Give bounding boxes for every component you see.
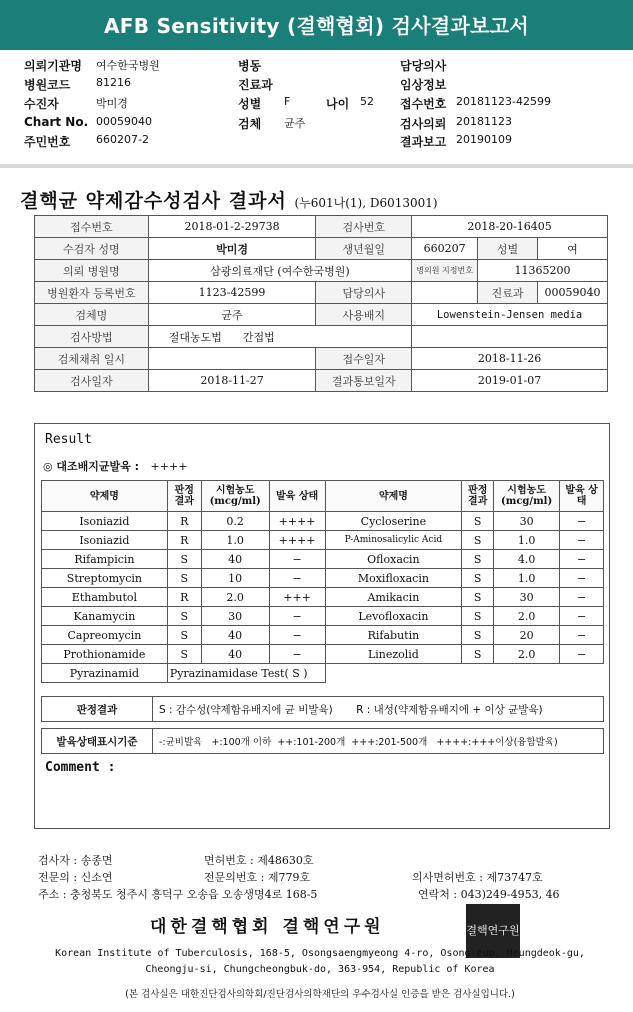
received-value: 2018-11-26	[412, 348, 608, 370]
report-title	[20, 186, 438, 213]
cell-j2: S	[462, 512, 494, 531]
patient-info-table	[34, 215, 608, 392]
license-2: 전문의번호 : 제779호	[204, 871, 311, 884]
cell-j2: S	[462, 569, 494, 588]
table-row	[42, 569, 604, 588]
org-address-en-2: Cheongju-si, Chungcheongbuk-do, 363-954, Republic of Korea	[145, 964, 495, 975]
medium-label: 사용배지	[316, 304, 412, 326]
drug-table	[41, 480, 604, 683]
doctor-value-2	[412, 282, 478, 304]
growth-label: 발육상태표시기준	[42, 729, 153, 754]
cell-j1: S	[167, 645, 201, 664]
cell-c2: 4.0	[494, 550, 560, 569]
result-section	[34, 423, 610, 829]
cell-d2: Rifabutin	[325, 626, 462, 645]
cell-g1: +++	[269, 588, 325, 607]
cell-c1: 40	[201, 550, 269, 569]
hosp-code-label: 병의원 지정번호	[412, 260, 478, 282]
address: 주소 : 충청북도 청주시 흥덕구 오송읍 오송생명4로 168-5	[38, 888, 318, 901]
cell-j2: S	[462, 531, 494, 550]
col-drug-1: 약제명	[42, 481, 168, 512]
cell-g2: −	[560, 626, 604, 645]
table-row	[42, 588, 604, 607]
cell-g2: −	[560, 512, 604, 531]
reg-label: 병원환자 등록번호	[35, 282, 149, 304]
judge-label: 판정결과	[42, 697, 153, 722]
judge-text	[153, 697, 604, 722]
cell-j1: R	[167, 588, 201, 607]
request-date-value: 20181123	[456, 115, 512, 128]
cell-c2: 2.0	[494, 645, 560, 664]
doctor-label: 담당의사	[400, 59, 447, 73]
cell-j2: S	[462, 588, 494, 607]
resident-label: 주민번호	[24, 135, 71, 149]
table-row	[42, 607, 604, 626]
col-conc-1: 시험농도 (mcg/ml)	[201, 481, 269, 512]
collect-value	[148, 348, 316, 370]
result-title: Result	[45, 432, 92, 447]
cell-d2: Linezolid	[325, 645, 462, 664]
growth-text: -:균비발육 +:100개 이하 ++:101-200개 +++:201-500개 ++++:+++이상(융합발육)	[153, 729, 604, 754]
request-date-label: 검사의뢰	[400, 117, 447, 131]
specimen-value: 균주	[284, 117, 306, 130]
cell-j1: R	[167, 531, 201, 550]
age-label: 나이	[326, 97, 350, 111]
cell-j1: S	[167, 607, 201, 626]
col-drug-2: 약제명	[325, 481, 462, 512]
cell-d1: Capreomycin	[42, 626, 168, 645]
specimen-value-2: 균주	[148, 304, 316, 326]
col-judge-1: 판정 결과	[167, 481, 201, 512]
notify-label: 결과통보일자	[316, 370, 412, 392]
judgement-legend	[41, 696, 604, 722]
specimen-label-2: 검체명	[35, 304, 149, 326]
cell-j2: S	[462, 607, 494, 626]
cell-c1: 2.0	[201, 588, 269, 607]
collect-label: 검체채취 일시	[35, 348, 149, 370]
birth-label: 생년월일	[316, 238, 412, 260]
cell-g1: −	[269, 626, 325, 645]
cell-c1: 40	[201, 626, 269, 645]
sex-label-2: 성별	[478, 238, 538, 260]
examiner: 검사자 : 송종면	[38, 854, 113, 867]
institution-label: 의뢰기관명	[24, 59, 82, 73]
organization-name: 대한결핵협회 결핵연구원	[150, 917, 385, 937]
table-row	[42, 550, 604, 569]
cell-d1: Streptomycin	[42, 569, 168, 588]
method-1: 절대농도법	[168, 330, 222, 344]
table-row	[42, 512, 604, 531]
growth-legend	[41, 728, 604, 754]
cell-d1: Prothionamide	[42, 645, 168, 664]
cell-j1: S	[167, 550, 201, 569]
cell-c2: 2.0	[494, 607, 560, 626]
sex-value-2: 여	[537, 238, 607, 260]
window-title: AFB Sensitivity (결핵협회) 검사결과보고서	[104, 14, 529, 38]
resident-value: 660207-2	[96, 133, 149, 146]
cell-d2: Ofloxacin	[325, 550, 462, 569]
cell-c2: 30	[494, 588, 560, 607]
cell-g1: ++++	[269, 512, 325, 531]
drug-table-body	[42, 512, 604, 664]
col-conc-2: 시험농도 (mcg/ml)	[494, 481, 560, 512]
cell-d2: Cycloserine	[325, 512, 462, 531]
control-value: ++++	[150, 460, 188, 473]
control-growth	[43, 458, 187, 474]
dept-label: 진료과	[238, 78, 273, 92]
clinical-label: 임상정보	[400, 78, 447, 92]
cell-g2: −	[560, 569, 604, 588]
cell-g1: −	[269, 645, 325, 664]
age-value: 52	[360, 95, 374, 108]
sex-label: 성별	[238, 97, 262, 111]
table-row	[42, 626, 604, 645]
cell-d2: Levofloxacin	[325, 607, 462, 626]
pza-label: Pyrazinamid	[42, 664, 168, 683]
cell-g1: −	[269, 569, 325, 588]
accession-value: 20181123-42599	[456, 95, 551, 108]
cell-g2: −	[560, 645, 604, 664]
test-date-value: 2018-11-27	[148, 370, 316, 392]
report-date-label: 결과보고	[400, 135, 447, 149]
patient-label: 수검자 성명	[35, 238, 149, 260]
cell-c1: 0.2	[201, 512, 269, 531]
cell-c1: 10	[201, 569, 269, 588]
chart-value: 00059040	[96, 115, 152, 128]
control-label: ◎ 대조배지균발육 :	[43, 460, 140, 473]
cell-d1: Isoniazid	[42, 512, 168, 531]
reg-value: 1123-42599	[148, 282, 316, 304]
cell-g2: −	[560, 588, 604, 607]
method-label: 검사방법	[35, 326, 149, 348]
cell-c2: 30	[494, 512, 560, 531]
patient-header	[0, 52, 633, 164]
cell-g2: −	[560, 531, 604, 550]
institution-value: 여수한국병원	[96, 59, 160, 72]
cell-g1: ++++	[269, 531, 325, 550]
license-3: 의사면허번호 : 제73747호	[412, 871, 543, 884]
test-no-label: 검사번호	[316, 216, 412, 238]
received-label: 접수일자	[316, 348, 412, 370]
accept-no-value: 2018-01-2-29738	[148, 216, 316, 238]
judge-text-s: S : 감수성(약제함유배지에 균 비발육)	[159, 703, 333, 716]
specimen-label: 검체	[238, 117, 262, 131]
cell-j2: S	[462, 626, 494, 645]
ward-label: 병동	[238, 59, 262, 73]
cell-j1: R	[167, 512, 201, 531]
test-no-value: 2018-20-16405	[412, 216, 608, 238]
col-judge-2: 판정 결과	[462, 481, 494, 512]
comment-label: Comment :	[45, 760, 116, 775]
birth-value: 660207	[412, 238, 478, 260]
col-growth-1: 발육 상태	[269, 481, 325, 512]
cell-g2: −	[560, 607, 604, 626]
table-row	[42, 645, 604, 664]
cell-c2: 1.0	[494, 569, 560, 588]
method-blank	[412, 326, 608, 348]
table-row	[42, 531, 604, 550]
dept-label-2: 진료과	[478, 282, 538, 304]
chart-label: Chart No.	[24, 115, 89, 129]
hospital-value: 삼광의료재단 (여수한국병원)	[148, 260, 411, 282]
doctor-label-2: 담당의사	[316, 282, 412, 304]
hospital-label: 의뢰 병원명	[35, 260, 149, 282]
patient-value: 박미경	[148, 238, 316, 260]
pza-blank	[325, 664, 603, 683]
cell-c1: 40	[201, 645, 269, 664]
test-date-label: 검사일자	[35, 370, 149, 392]
dept-value-2: 00059040	[537, 282, 607, 304]
header-divider	[0, 164, 633, 168]
method-value	[148, 326, 411, 348]
cell-j1: S	[167, 626, 201, 645]
cell-d2: Moxifloxacin	[325, 569, 462, 588]
org-address-en-1: Korean Institute of Tuberculosis, 168-5, Osongsaengmyeong 4-ro, Osong-eup, Heungdeok-gu,	[55, 948, 585, 959]
cell-j2: S	[462, 645, 494, 664]
receiver-label: 수진자	[24, 97, 59, 111]
cell-d1: Ethambutol	[42, 588, 168, 607]
phone: 연락처 : 043)249-4953, 46	[418, 888, 560, 901]
method-2: 간접법	[242, 330, 275, 344]
report-subtitle: (누601나(1), D6013001)	[294, 196, 438, 210]
hospital-code-value: 81216	[96, 76, 131, 89]
cell-g2: −	[560, 550, 604, 569]
cell-c2: 20	[494, 626, 560, 645]
judge-text-r: R : 내성(약제함유배지에 + 이상 균발육)	[356, 703, 543, 716]
sex-value: F	[284, 95, 291, 108]
cell-d1: Rifampicin	[42, 550, 168, 569]
official-seal-stamp: 결핵연구원	[466, 904, 520, 958]
license-1: 면허번호 : 제48630호	[204, 854, 314, 867]
report-title-text: 결핵균 약제감수성검사 결과서	[20, 190, 287, 212]
hospital-code-label: 병원코드	[24, 78, 71, 92]
cell-c1: 1.0	[201, 531, 269, 550]
title-bar	[0, 0, 633, 50]
cell-g1: −	[269, 607, 325, 626]
cell-c2: 1.0	[494, 531, 560, 550]
medium-value: Lowenstein-Jensen media	[412, 304, 608, 326]
hosp-code-value: 11365200	[478, 260, 608, 282]
cell-d2: Amikacin	[325, 588, 462, 607]
certification-note: (본 검사실은 대한진단검사의학회/진단검사의학재단의 우수검사실 인증을 받은 검사실입니다.)	[125, 989, 515, 1000]
pza-value: Pyrazinamidase Test( S )	[167, 664, 325, 683]
cell-g1: −	[269, 550, 325, 569]
col-growth-2: 발육 상태	[560, 481, 604, 512]
receiver-value: 박미경	[96, 97, 128, 110]
cell-j1: S	[167, 569, 201, 588]
accept-no-label: 접수번호	[35, 216, 149, 238]
cell-d1: Kanamycin	[42, 607, 168, 626]
cell-c1: 30	[201, 607, 269, 626]
cell-d2: P-Aminosalicylic Acid	[325, 531, 462, 550]
specialist: 전문의 : 신소연	[38, 871, 113, 884]
report-date-value: 20190109	[456, 133, 512, 146]
cell-d1: Isoniazid	[42, 531, 168, 550]
accession-label: 접수번호	[400, 97, 447, 111]
cell-j2: S	[462, 550, 494, 569]
notify-value: 2019-01-07	[412, 370, 608, 392]
